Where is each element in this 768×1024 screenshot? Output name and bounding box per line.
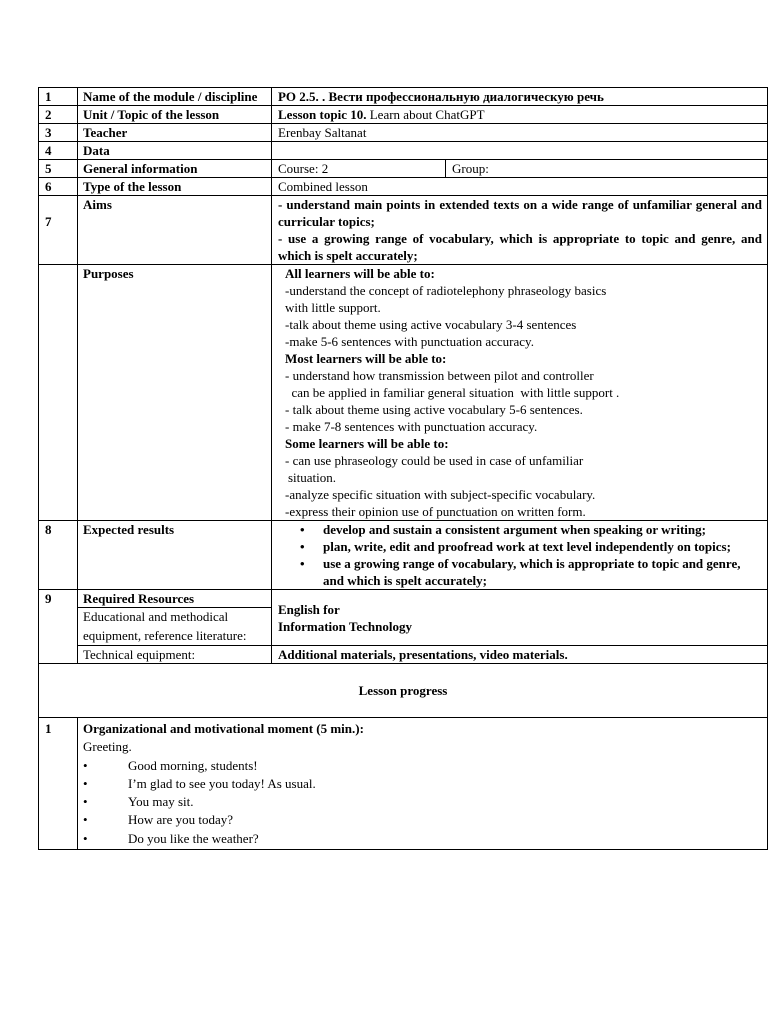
row-expected-results <box>39 521 768 590</box>
edu-label: Educational and methodical equipment, reference literature: <box>78 608 272 646</box>
bullet: • <box>83 757 88 773</box>
topic-value <box>272 106 768 124</box>
some-learners-heading: Some learners will be able to: <box>285 436 449 451</box>
list-item <box>83 793 762 811</box>
aims-label: Aims <box>78 196 272 265</box>
purpose-item: -make 5-6 sentences with punctuation accuracy. <box>285 334 534 349</box>
row-number: 1 <box>39 718 78 850</box>
row-tech-equipment <box>39 646 768 664</box>
list-item <box>83 775 762 793</box>
row-number: 5 <box>39 160 78 178</box>
purposes-value <box>272 265 768 521</box>
list-item: • develop and sustain a consistent argument when speaking or writing; <box>277 521 762 538</box>
row-purposes <box>39 265 768 521</box>
purpose-item: can be applied in familiar general situation with little support . <box>285 385 620 400</box>
teacher-label: Teacher <box>78 124 272 142</box>
empty-cell <box>39 265 78 521</box>
purpose-item: situation. <box>288 470 337 485</box>
row-general-info <box>39 160 768 178</box>
edu-value-line: Information Technology <box>278 618 412 634</box>
data-label: Data <box>78 142 272 160</box>
expected-results-value <box>272 521 768 590</box>
purpose-item: -talk about theme using active vocabulary 3-4 sentences <box>285 317 577 332</box>
tech-value: Additional materials, presentations, video materials. <box>272 646 768 664</box>
row-lesson-progress <box>39 664 768 718</box>
row-number: 8 <box>39 521 78 590</box>
edu-value <box>272 590 768 646</box>
bullet: • <box>83 794 88 810</box>
greeting-line: I’m glad to see you today! As usual. <box>128 775 316 791</box>
all-learners-heading: All learners will be able to: <box>285 266 435 281</box>
general-info-label: General information <box>78 160 272 178</box>
purpose-item: -understand the concept of radiotelephony phraseology basics <box>285 283 607 298</box>
module-value: РО 2.5. . Вести профессиональную диалогическую речь <box>272 88 768 106</box>
tech-label: Technical equipment: <box>78 646 272 664</box>
greeting-label: Greeting. <box>83 739 132 755</box>
purposes-label: Purposes <box>78 265 272 521</box>
row-number: 4 <box>39 142 78 160</box>
course-value: Course: 2 <box>273 160 446 177</box>
list-item: • plan, write, edit and proofread work at text level independently on topics; <box>277 538 762 555</box>
aims-value <box>272 196 768 265</box>
row-number: 2 <box>39 106 78 124</box>
resources-label: Required Resources <box>78 590 272 608</box>
general-info-value <box>272 160 768 178</box>
most-learners-heading: Most learners will be able to: <box>285 351 447 366</box>
aim-item: - understand main points in extended texts on a wide range of unfamiliar general and curricular topics; <box>278 197 762 229</box>
list-item <box>83 757 762 775</box>
row-number: 7 <box>39 196 78 265</box>
topic-label: Unit / Topic of the lesson <box>78 106 272 124</box>
purpose-item: -express their opinion use of punctuation on written form. <box>285 504 586 519</box>
expected-results-list <box>277 521 762 589</box>
topic-title: Learn about ChatGPT <box>366 107 485 122</box>
greeting-line: You may sit. <box>128 794 194 810</box>
group-value: Group: <box>452 161 489 176</box>
list-item <box>83 830 762 848</box>
row-module <box>39 88 768 106</box>
row-data <box>39 142 768 160</box>
bullet: • <box>83 812 88 828</box>
lesson-progress-heading: Lesson progress <box>39 664 768 718</box>
module-label: Name of the module / discipline <box>78 88 272 106</box>
aim-item: - use a growing range of vocabulary, which is appropriate to topic and genre, and which is spelt accurately; <box>278 231 762 263</box>
list-item <box>83 811 762 829</box>
bullet: • <box>83 775 88 791</box>
data-value <box>272 142 768 160</box>
row-topic <box>39 106 768 124</box>
lesson-plan-page <box>38 87 767 850</box>
organizational-title: Organizational and motivational moment (5 min.): <box>83 721 364 736</box>
purpose-item: -analyze specific situation with subject-specific vocabulary. <box>285 487 596 502</box>
purpose-item: - make 7-8 sentences with punctuation accuracy. <box>285 419 538 434</box>
row-resources-header <box>39 590 768 608</box>
row-teacher <box>39 124 768 142</box>
topic-number: Lesson topic 10. <box>278 107 367 122</box>
bullet: • <box>83 830 88 846</box>
row-organizational <box>39 718 768 850</box>
purpose-item: - talk about theme using active vocabulary 5-6 sentences. <box>285 402 583 417</box>
row-lesson-type <box>39 178 768 196</box>
organizational-content <box>78 718 768 850</box>
row-aims <box>39 196 768 265</box>
row-number: 3 <box>39 124 78 142</box>
row-number: 9 <box>39 590 78 664</box>
lesson-type-label: Type of the lesson <box>78 178 272 196</box>
greeting-line: Do you like the weather? <box>128 830 259 846</box>
lesson-type-value: Combined lesson <box>272 178 768 196</box>
purpose-item: - can use phraseology could be used in case of unfamiliar <box>285 453 584 468</box>
expected-results-label: Expected results <box>78 521 272 590</box>
row-number: 6 <box>39 178 78 196</box>
edu-value-line: English for <box>278 601 340 617</box>
greeting-line: Good morning, students! <box>128 757 258 773</box>
list-item: • use a growing range of vocabulary, which is appropriate to topic and genre, and which is spelt accurately; <box>277 555 762 589</box>
purpose-item: - understand how transmission between pilot and controller <box>285 368 594 383</box>
greeting-line: How are you today? <box>128 812 234 828</box>
row-number: 1 <box>39 88 78 106</box>
lesson-plan-table <box>38 87 768 850</box>
teacher-value: Erenbay Saltanat <box>272 124 768 142</box>
purpose-item: with little support. <box>285 300 381 315</box>
